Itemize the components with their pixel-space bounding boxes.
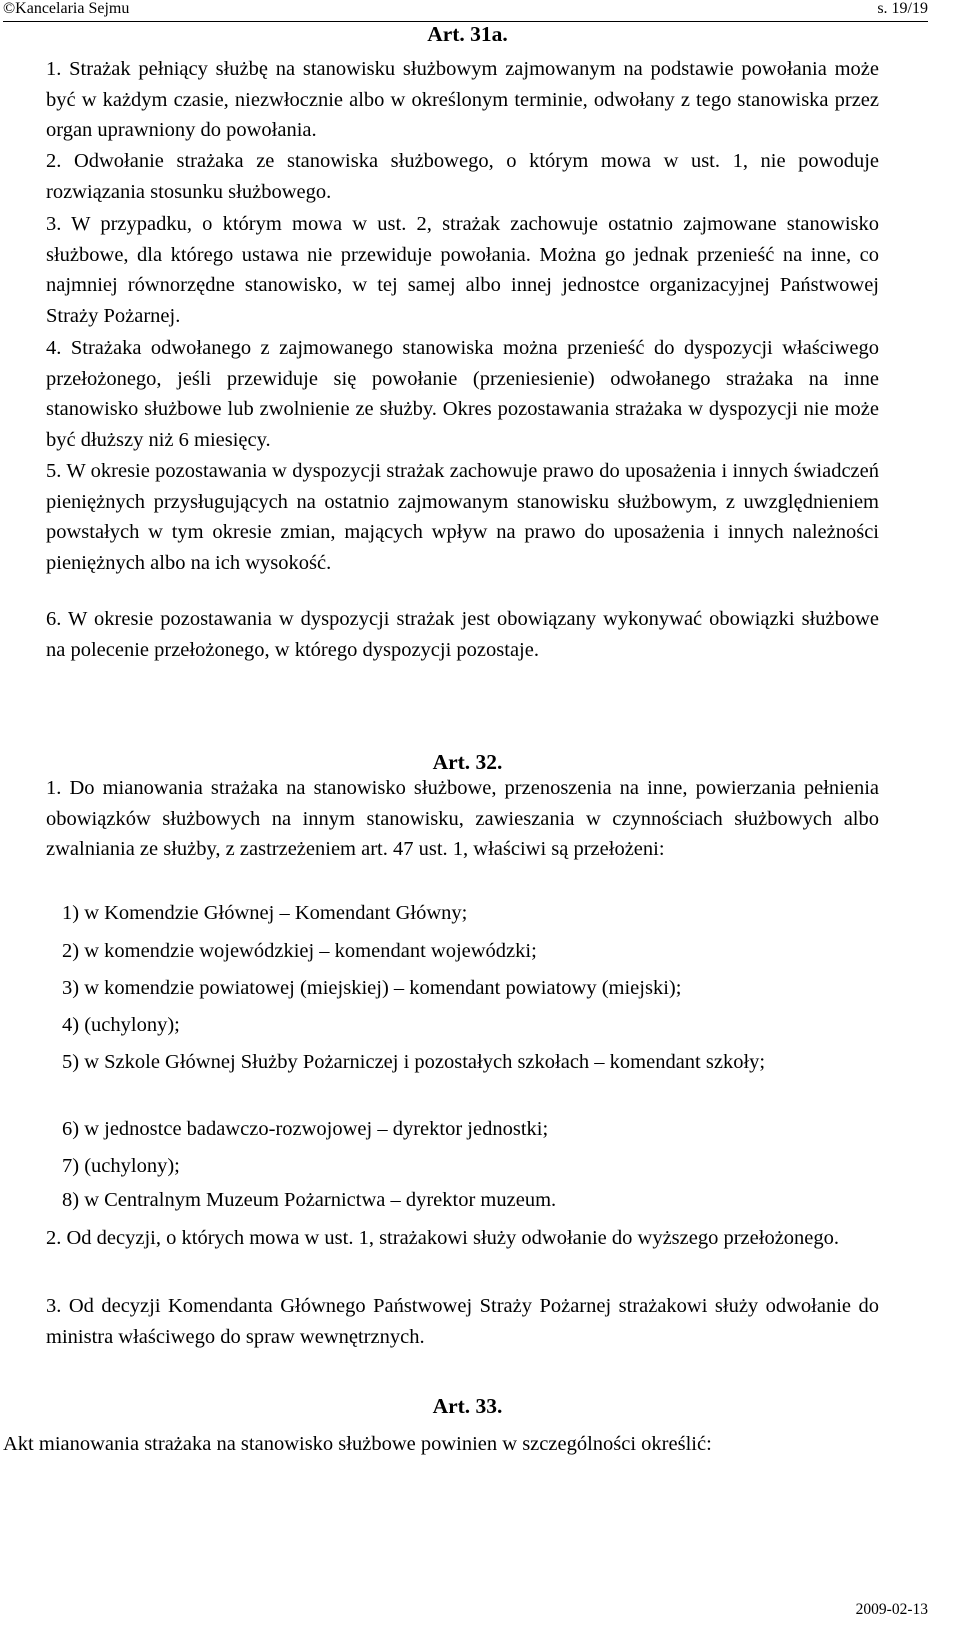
art32-paragraph-2: 2. Od decyzji, o których mowa w ust. 1, strażakowi służy odwołanie do wyższego przełożonego. — [46, 1227, 840, 1249]
art32-paragraph-1: 1. Do mianowania strażaka na stanowisko służbowe, przenoszenia na inne, powierzania pełnienia obowiązków służbowych na innym stanowisku, zawieszania w czynnościach służbowych albo zwalniania ze służby, z zastrzeżeniem art. 47 ust. 1, właściwi są przełożeni: — [46, 777, 879, 861]
list-item: 2) w komendzie wojewódzkiej – komendant wojewódzki; — [62, 940, 537, 962]
art31a-paragraph-5: 5. W okresie pozostawania w dyspozycji strażak zachowuje prawo do uposażenia i innych świadczeń pieniężnych przysługujących na ostatnio zajmowanym stanowisku służbowym, z uwzględnieniem powstałych w tym okresie zmian, mających wpływ na prawo do uposażenia i innych należności pieniężnych albo na ich wysokość. — [46, 460, 879, 574]
article-32-heading: Art. 32. — [432, 750, 503, 774]
art31a-paragraph-1: 1. Strażak pełniący służbę na stanowisku służbowym zajmowanym na podstawie powołania może być w każdym czasie, niezwłocznie albo w określonym terminie, odwołany z tego stanowiska przez organ uprawniony do powołania. — [46, 58, 879, 142]
article-33-heading: Art. 33. — [432, 1394, 503, 1418]
page-number: s. 19/19 — [877, 0, 928, 17]
art31a-paragraph-3: 3. W przypadku, o którym mowa w ust. 2, strażak zachowuje ostatnio zajmowane stanowisko służbowe, dla którego ustawa nie przewiduje powołania. Można go jednak przenieść na inne, co najmniej równorzędne stanowisko, w tej samej albo innej jednostce organizacyjnej Państwowej Straży Pożarnej. — [46, 213, 879, 327]
footer-date: 2009-02-13 — [855, 1601, 928, 1618]
art31a-paragraph-4: 4. Strażaka odwołanego z zajmowanego stanowiska można przenieść do dyspozycji właściwego przełożonego, jeśli przewiduje się powołanie (przeniesienie) odwołanego strażaka na inne stanowisko służbowe lub zwolnienie ze służby. Okres pozostawania strażaka w dyspozycji nie może być dłuższy niż 6 miesięcy. — [46, 337, 879, 451]
list-item: 3) w komendzie powiatowej (miejskiej) – komendant powiatowy (miejski); — [62, 977, 682, 999]
art32-paragraph-3: 3. Od decyzji Komendanta Głównego Państwowej Straży Pożarnej strażakowi służy odwołanie do ministra właściwego do spraw wewnętrznych. — [46, 1295, 879, 1348]
list-item: 4) (uchylony); — [62, 1014, 180, 1036]
article-31a-heading: Art. 31a. — [427, 22, 508, 46]
list-item: 1) w Komendzie Głównej – Komendant Główny; — [62, 902, 468, 924]
art33-paragraph-1: Akt mianowania strażaka na stanowisko służbowe powinien w szczególności określić: — [3, 1433, 712, 1455]
list-item: 6) w jednostce badawczo-rozwojowej – dyrektor jednostki; — [62, 1118, 549, 1140]
art31a-paragraph-6: 6. W okresie pozostawania w dyspozycji strażak jest obowiązany wykonywać obowiązki służbowe na polecenie przełożonego, w którego dyspozycji pozostaje. — [46, 608, 879, 661]
list-item: 7) (uchylony); — [62, 1155, 180, 1177]
art31a-paragraph-2: 2. Odwołanie strażaka ze stanowiska służbowego, o którym mowa w ust. 1, nie powoduje rozwiązania stosunku służbowego. — [46, 150, 879, 203]
list-item: 5) w Szkole Głównej Służby Pożarniczej i pozostałych szkołach – komendant szkoły; — [62, 1051, 766, 1073]
list-item: 8) w Centralnym Muzeum Pożarnictwa – dyrektor muzeum. — [62, 1189, 557, 1211]
header-source: ©Kancelaria Sejmu — [3, 0, 130, 17]
